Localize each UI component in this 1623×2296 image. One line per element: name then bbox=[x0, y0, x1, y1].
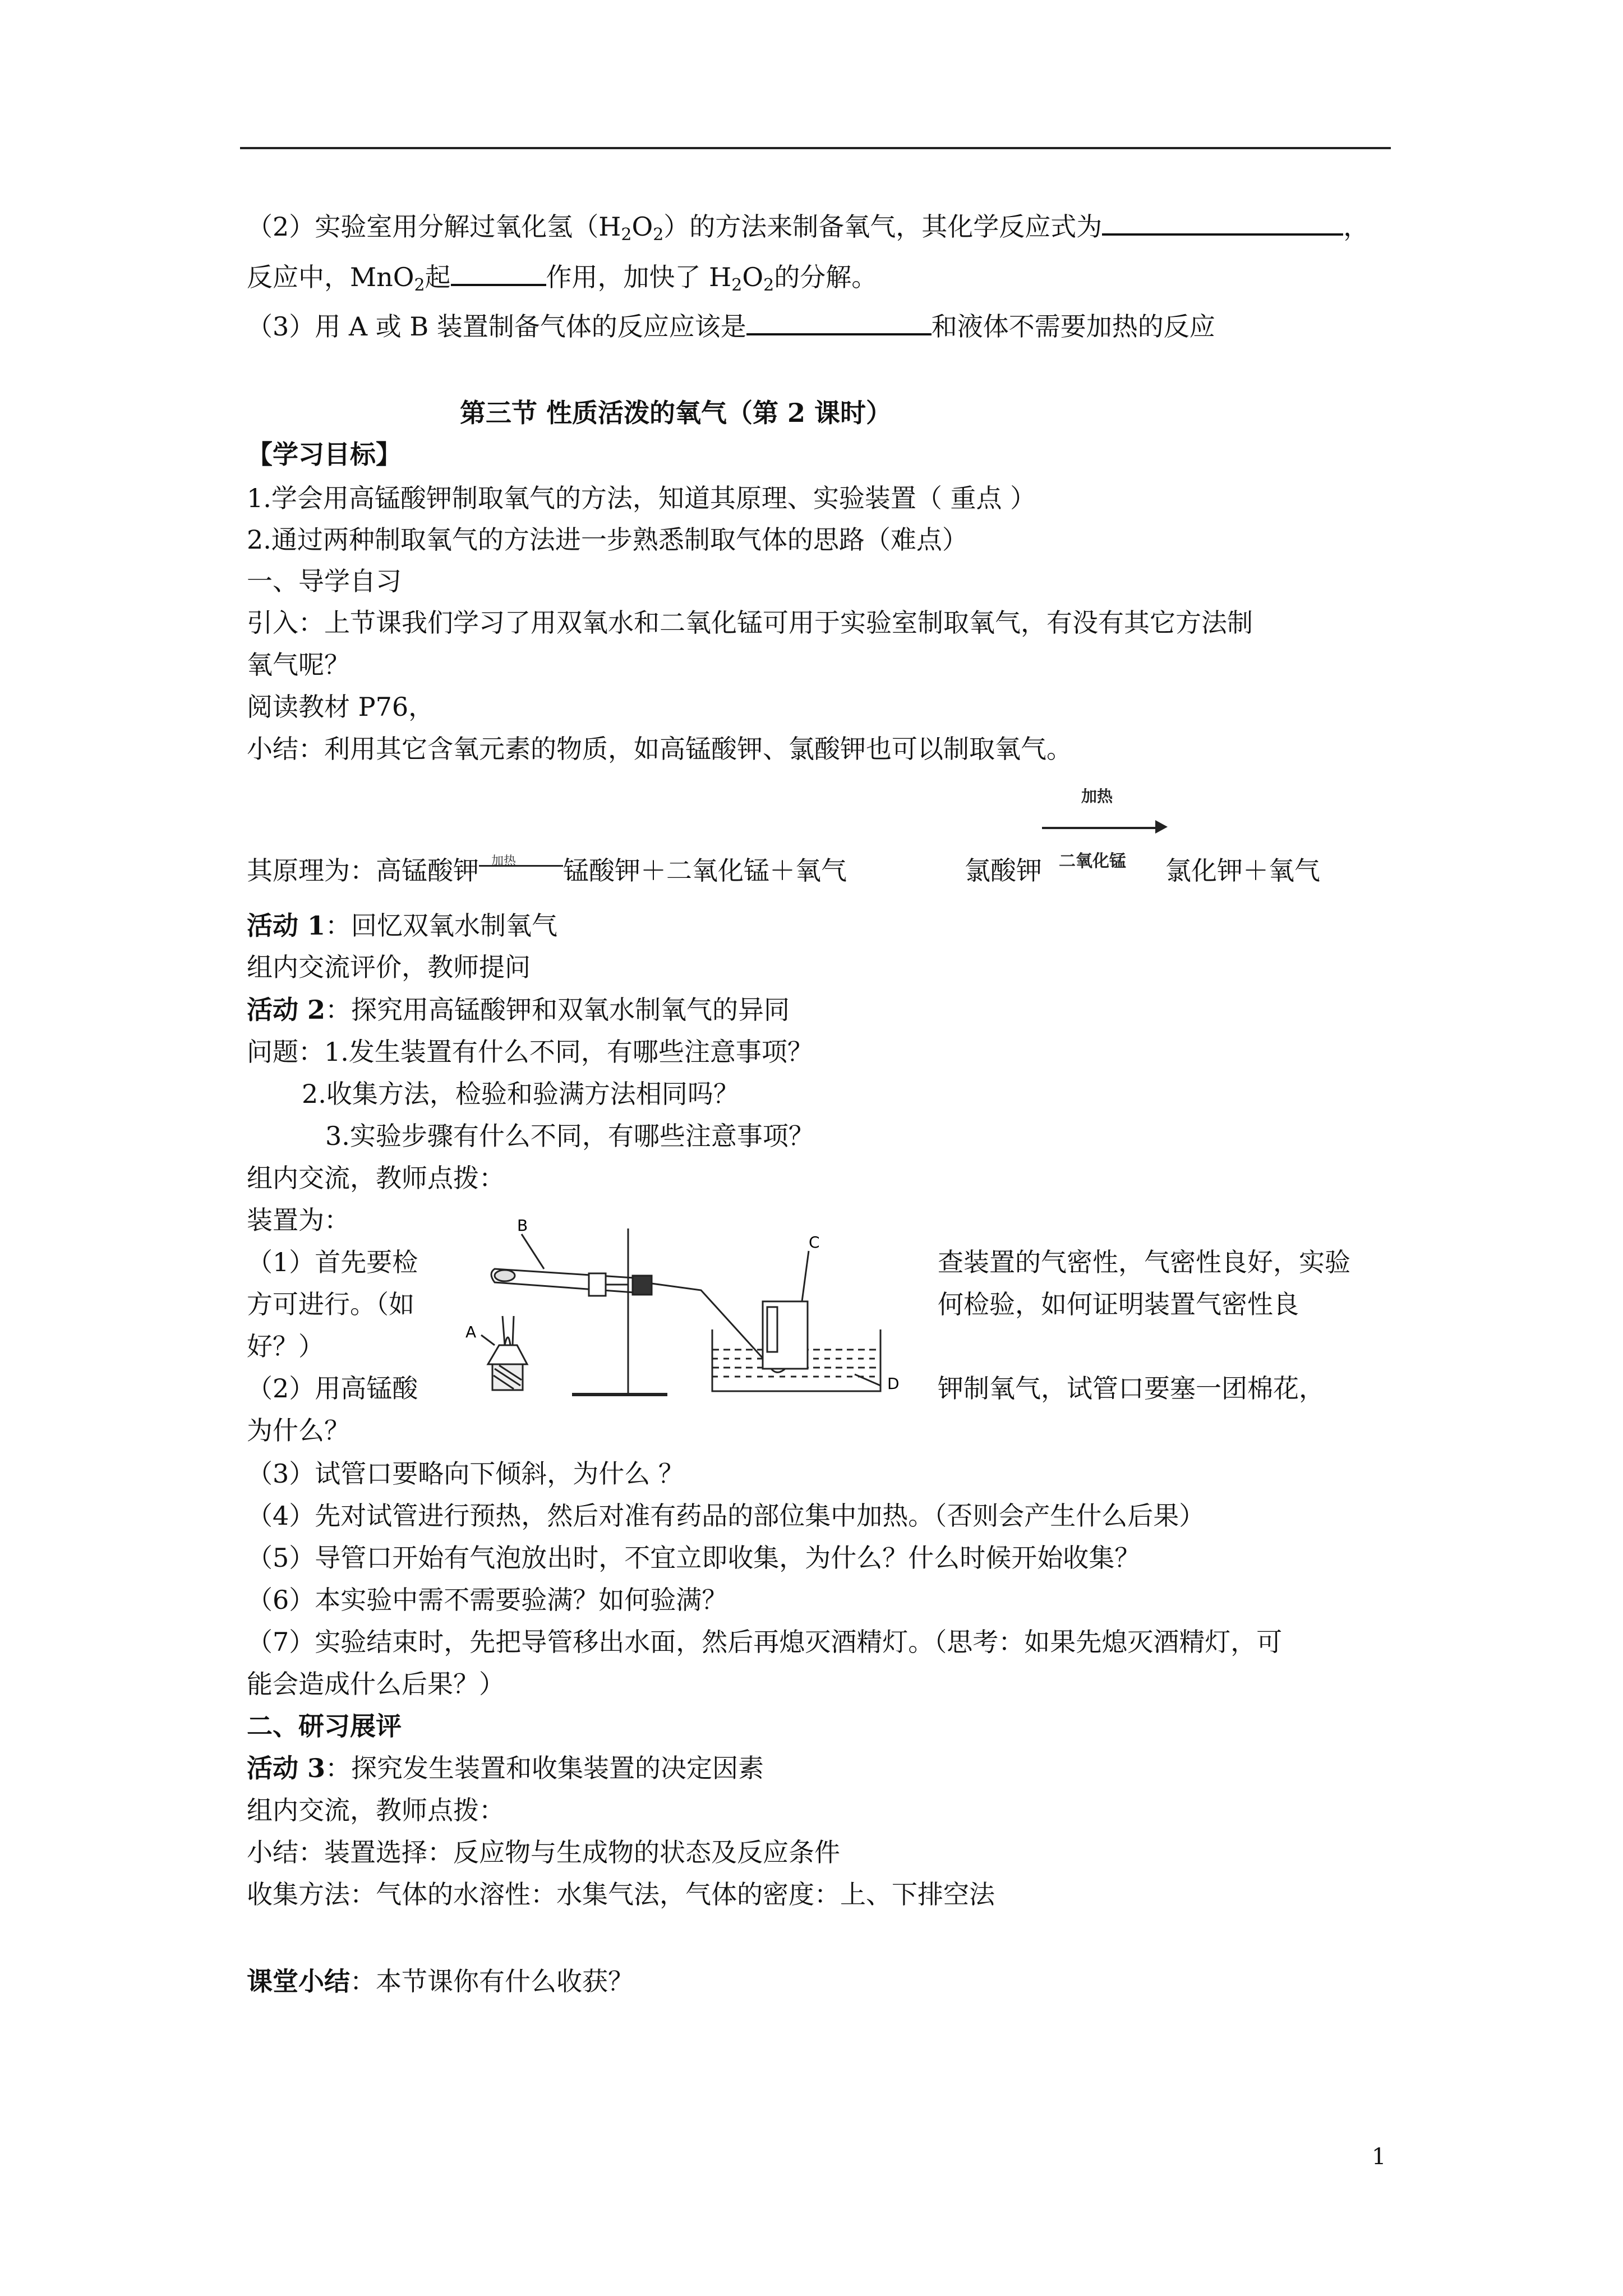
page-number: 1 bbox=[1372, 2144, 1386, 2170]
oxygen-apparatus-figure bbox=[465, 1217, 914, 1408]
note-1-right: 查装置的气密性，气密性良好，实验 bbox=[938, 1247, 1350, 1277]
collection-methods: 收集方法：气体的水溶性：水集气法，气体的密度：上、下排空法 bbox=[247, 1879, 995, 1910]
activity-3: 活动 3：探究发生装置和收集装置的决定因素 bbox=[247, 1753, 764, 1783]
answer-blank[interactable] bbox=[1102, 208, 1343, 236]
reaction-arrow: 加热 bbox=[479, 846, 563, 880]
answer-blank[interactable] bbox=[451, 258, 546, 286]
device-label: 装置为： bbox=[247, 1205, 350, 1235]
note-7-line-2: 能会造成什么后果？） bbox=[247, 1669, 505, 1699]
reaction-arrow-2: 加热 二氧化锰 bbox=[1042, 846, 1165, 880]
label-b: B bbox=[517, 1217, 528, 1235]
intro-line-1: 引入：上节课我们学习了用双氧水和二氧化锰可用于实验室制取氧气，有没有其它方法制 bbox=[247, 608, 1253, 638]
evaluation-note: 组内交流评价，教师提问 bbox=[247, 952, 531, 982]
section-1-heading: 一、导学自习 bbox=[247, 566, 402, 596]
note-4: （4）先对试管进行预热，然后对准有药品的部位集中加热。（否则会产生什么后果） bbox=[247, 1501, 1205, 1531]
note-5: （5）导管口开始有气泡放出时，不宜立即收集，为什么？什么时候开始收集？ bbox=[247, 1543, 1141, 1573]
summary-1: 小结：利用其它含氧元素的物质，如高锰酸钾、氯酸钾也可以制取氧气。 bbox=[247, 734, 1072, 764]
note-1c-left: 好？） bbox=[247, 1331, 324, 1361]
reading-note: 阅读教材 P76， bbox=[247, 692, 435, 722]
note-2-right: 钾制氧气，试管口要塞一团棉花， bbox=[938, 1373, 1325, 1404]
problem-2: 2.收集方法，检验和验满方法相同吗？ bbox=[302, 1079, 739, 1109]
goal-2: 2.通过两种制取氧气的方法进一步熟悉制取气体的思路（难点） bbox=[247, 524, 968, 555]
note-1b-right: 何检验，如何证明装置气密性良 bbox=[938, 1289, 1299, 1319]
problem-1: 问题：1.发生装置有什么不同，有哪些注意事项？ bbox=[247, 1037, 813, 1067]
note-1b-left: 方可进行。（如 bbox=[247, 1289, 414, 1319]
problem-3: 3.实验步骤有什么不同，有哪些注意事项？ bbox=[325, 1121, 814, 1151]
guide-2: 组内交流，教师点拨： bbox=[247, 1795, 505, 1825]
goals-heading: 【学习目标】 bbox=[247, 439, 402, 470]
section-2-heading: 二、研习展评 bbox=[247, 1711, 402, 1741]
note-1-left: （1）首先要检 bbox=[247, 1247, 418, 1277]
reaction-principle-2: 氯酸钾 加热 二氧化锰 氯化钾＋氧气 bbox=[965, 787, 1320, 886]
intro-line-2: 氧气呢？ bbox=[247, 650, 350, 680]
guide-1: 组内交流，教师点拨： bbox=[247, 1163, 505, 1193]
note-6: （6）本实验中需不需要验满？如何验满？ bbox=[247, 1585, 728, 1615]
answer-blank[interactable] bbox=[746, 307, 932, 335]
section-title: 第三节 性质活泼的氧气（第 2 课时） bbox=[460, 398, 892, 428]
note-2b: 为什么？ bbox=[247, 1415, 350, 1446]
class-summary: 课堂小结：本节课你有什么收获？ bbox=[247, 1966, 634, 1996]
goal-1: 1.学会用高锰酸钾制取氧气的方法，知道其原理、实验装置（ 重点 ） bbox=[247, 483, 1036, 513]
question-3: （3）用 A 或 B 装置制备气体的反应应该是 和液体不需要加热的反应 bbox=[247, 307, 1215, 343]
activity-1: 活动 1：回忆双氧水制氧气 bbox=[247, 910, 558, 941]
summary-2: 小结：装置选择：反应物与生成物的状态及反应条件 bbox=[247, 1837, 840, 1867]
label-a: A bbox=[465, 1323, 477, 1341]
header-rule bbox=[240, 147, 1391, 149]
reaction-principle: 其原理为：高锰酸钾 加热 锰酸钾＋二氧化锰＋氧气 bbox=[247, 846, 847, 887]
note-2-left: （2）用高锰酸 bbox=[247, 1373, 418, 1404]
note-3: （3）试管口要略向下倾斜，为什么 ？ bbox=[247, 1458, 684, 1489]
label-d: D bbox=[887, 1374, 900, 1393]
label-c: C bbox=[809, 1233, 820, 1251]
note-7-line-1: （7）实验结束时，先把导管移出水面，然后再熄灭酒精灯。（思考：如果先熄灭酒精灯，可 bbox=[247, 1627, 1283, 1657]
question-2-line-2: 反应中，MnO$_2$起 作用，加快了 $H_2O_2$的分解。 bbox=[247, 258, 877, 302]
activity-2: 活动 2：探究用高锰酸钾和双氧水制氧气的异同 bbox=[247, 995, 790, 1025]
question-2-line-1: （2）实验室用分解过氧化氢$(H_2O_2)$的方法来制备氧气，其化学反应式为 ， bbox=[247, 208, 1369, 252]
